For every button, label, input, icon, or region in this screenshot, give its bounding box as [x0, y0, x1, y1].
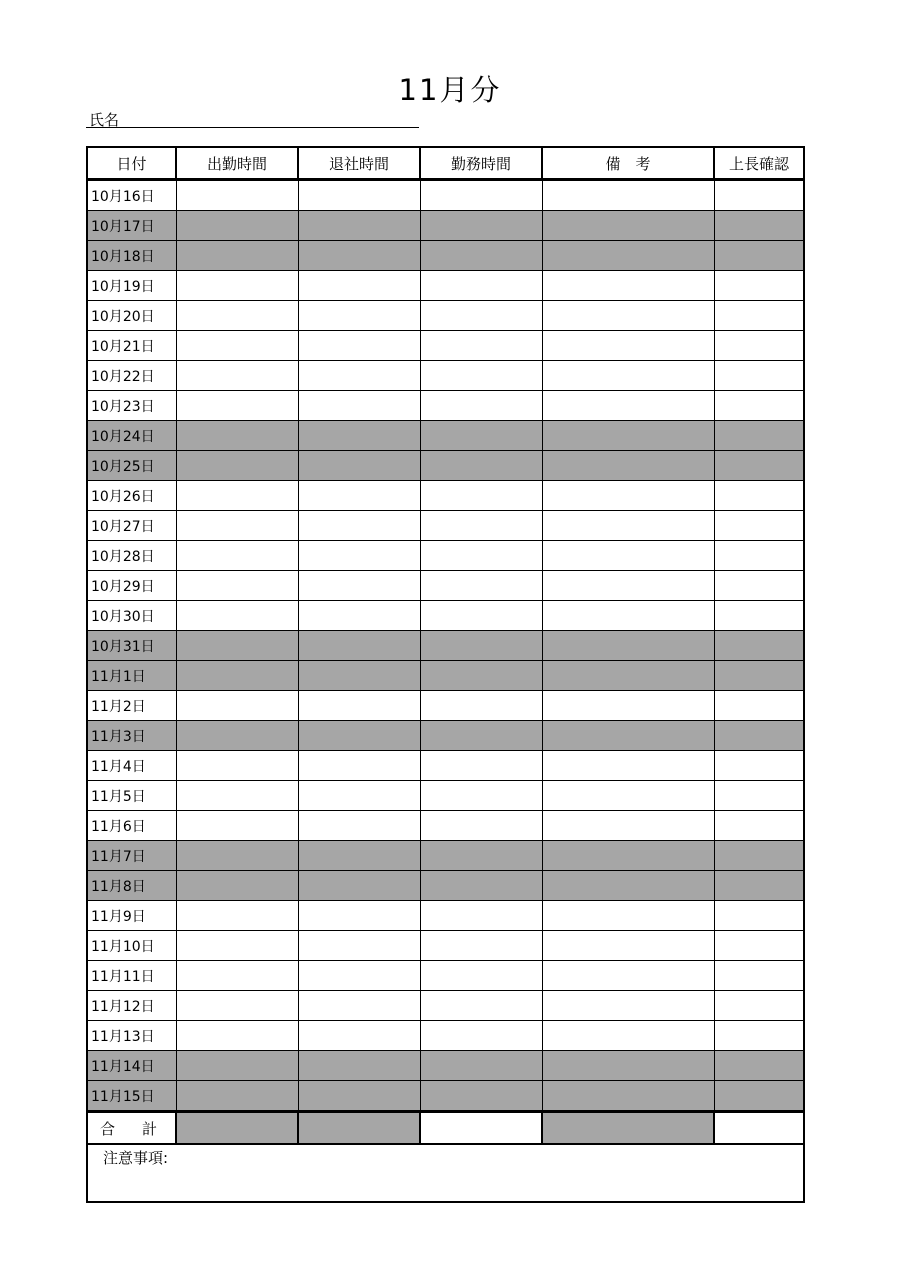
date-cell: 11月1日 — [87, 661, 176, 691]
remarks-cell[interactable] — [542, 180, 714, 211]
supervisor-cell — [714, 1051, 804, 1081]
table-row — [87, 391, 804, 421]
remarks-cell[interactable] — [542, 511, 714, 541]
in-time-cell — [176, 661, 298, 691]
table-row — [87, 481, 804, 511]
out-time-cell[interactable] — [298, 271, 420, 301]
work-time-cell[interactable] — [420, 541, 542, 571]
total-label: 合 計 — [87, 1112, 176, 1145]
out-time-cell[interactable] — [298, 811, 420, 841]
date-cell: 10月29日 — [87, 571, 176, 601]
date-cell: 11月8日 — [87, 871, 176, 901]
remarks-cell — [542, 211, 714, 241]
total-remarks-cell — [542, 1112, 714, 1145]
in-time-cell — [176, 211, 298, 241]
out-time-cell — [298, 241, 420, 271]
total-in-time-cell — [176, 1112, 298, 1145]
work-time-cell — [420, 871, 542, 901]
in-time-cell[interactable] — [176, 180, 298, 211]
out-time-cell[interactable] — [298, 361, 420, 391]
supervisor-cell — [714, 421, 804, 451]
table-row — [87, 571, 804, 601]
date-cell: 11月2日 — [87, 691, 176, 721]
out-time-cell — [298, 1051, 420, 1081]
work-time-cell[interactable] — [420, 391, 542, 421]
date-cell: 10月22日 — [87, 361, 176, 391]
date-cell: 11月3日 — [87, 721, 176, 751]
date-cell: 10月30日 — [87, 601, 176, 631]
out-time-cell[interactable] — [298, 180, 420, 211]
in-time-cell[interactable] — [176, 271, 298, 301]
in-time-cell[interactable] — [176, 571, 298, 601]
work-time-cell[interactable] — [420, 481, 542, 511]
table-row — [87, 691, 804, 721]
out-time-cell[interactable] — [298, 601, 420, 631]
work-time-cell[interactable] — [420, 331, 542, 361]
table-row — [87, 811, 804, 841]
date-cell: 10月18日 — [87, 241, 176, 271]
supervisor-cell — [714, 631, 804, 661]
work-time-cell[interactable] — [420, 811, 542, 841]
remarks-cell[interactable] — [542, 541, 714, 571]
remarks-cell — [542, 241, 714, 271]
table-row — [87, 211, 804, 241]
supervisor-cell[interactable] — [714, 961, 804, 991]
in-time-cell — [176, 631, 298, 661]
out-time-cell — [298, 1081, 420, 1112]
out-time-cell[interactable] — [298, 331, 420, 361]
work-time-cell — [420, 1051, 542, 1081]
date-cell: 11月14日 — [87, 1051, 176, 1081]
work-time-cell[interactable] — [420, 180, 542, 211]
remarks-cell[interactable] — [542, 301, 714, 331]
supervisor-cell[interactable] — [714, 541, 804, 571]
in-time-cell[interactable] — [176, 301, 298, 331]
in-time-cell[interactable] — [176, 541, 298, 571]
out-time-cell[interactable] — [298, 901, 420, 931]
work-time-cell[interactable] — [420, 271, 542, 301]
table-row — [87, 331, 804, 361]
work-time-cell — [420, 421, 542, 451]
table-row — [87, 180, 804, 211]
in-time-cell[interactable] — [176, 1021, 298, 1051]
date-cell: 10月27日 — [87, 511, 176, 541]
work-time-cell[interactable] — [420, 991, 542, 1021]
out-time-cell[interactable] — [298, 931, 420, 961]
work-time-cell[interactable] — [420, 361, 542, 391]
supervisor-cell — [714, 841, 804, 871]
table-row — [87, 301, 804, 331]
in-time-cell — [176, 871, 298, 901]
out-time-cell — [298, 211, 420, 241]
in-time-cell[interactable] — [176, 901, 298, 931]
work-time-cell[interactable] — [420, 931, 542, 961]
supervisor-cell[interactable] — [714, 691, 804, 721]
name-field[interactable] — [86, 127, 419, 128]
supervisor-cell[interactable] — [714, 931, 804, 961]
table-row — [87, 541, 804, 571]
in-time-cell[interactable] — [176, 811, 298, 841]
date-cell: 10月31日 — [87, 631, 176, 661]
table-row — [87, 841, 804, 871]
timesheet-table — [86, 146, 805, 1203]
date-cell: 10月16日 — [87, 180, 176, 211]
notes-row — [87, 1144, 804, 1202]
remarks-cell[interactable] — [542, 901, 714, 931]
supervisor-cell[interactable] — [714, 511, 804, 541]
remarks-cell[interactable] — [542, 361, 714, 391]
supervisor-cell[interactable] — [714, 361, 804, 391]
supervisor-cell[interactable] — [714, 571, 804, 601]
work-time-cell — [420, 661, 542, 691]
work-time-cell — [420, 721, 542, 751]
supervisor-cell — [714, 241, 804, 271]
header-row — [87, 147, 804, 180]
table-row — [87, 1021, 804, 1051]
in-time-cell[interactable] — [176, 391, 298, 421]
work-time-cell[interactable] — [420, 301, 542, 331]
in-time-cell[interactable] — [176, 991, 298, 1021]
remarks-cell[interactable] — [542, 571, 714, 601]
remarks-cell[interactable] — [542, 481, 714, 511]
supervisor-cell[interactable] — [714, 301, 804, 331]
out-time-cell — [298, 451, 420, 481]
in-time-cell[interactable] — [176, 961, 298, 991]
date-cell: 10月17日 — [87, 211, 176, 241]
out-time-cell[interactable] — [298, 571, 420, 601]
supervisor-cell[interactable] — [714, 331, 804, 361]
date-cell: 10月20日 — [87, 301, 176, 331]
in-time-cell — [176, 1051, 298, 1081]
date-cell: 10月25日 — [87, 451, 176, 481]
date-cell: 11月11日 — [87, 961, 176, 991]
supervisor-cell[interactable] — [714, 991, 804, 1021]
supervisor-cell[interactable] — [714, 601, 804, 631]
in-time-cell[interactable] — [176, 781, 298, 811]
table-row — [87, 961, 804, 991]
date-cell: 10月26日 — [87, 481, 176, 511]
in-time-cell — [176, 421, 298, 451]
header-supervisor: 上長確認 — [714, 147, 804, 180]
work-time-cell — [420, 451, 542, 481]
table-row — [87, 1081, 804, 1112]
out-time-cell[interactable] — [298, 691, 420, 721]
work-time-cell — [420, 1081, 542, 1112]
out-time-cell[interactable] — [298, 481, 420, 511]
work-time-cell[interactable] — [420, 781, 542, 811]
out-time-cell — [298, 631, 420, 661]
table-row — [87, 361, 804, 391]
out-time-cell — [298, 871, 420, 901]
remarks-cell — [542, 451, 714, 481]
remarks-cell[interactable] — [542, 601, 714, 631]
work-time-cell[interactable] — [420, 901, 542, 931]
table-row — [87, 421, 804, 451]
remarks-cell[interactable] — [542, 691, 714, 721]
table-row — [87, 901, 804, 931]
supervisor-cell — [714, 721, 804, 751]
out-time-cell — [298, 841, 420, 871]
table-row — [87, 991, 804, 1021]
supervisor-cell[interactable] — [714, 180, 804, 211]
supervisor-cell[interactable] — [714, 481, 804, 511]
header-out-time: 退社時間 — [298, 147, 420, 180]
supervisor-cell[interactable] — [714, 271, 804, 301]
remarks-cell — [542, 421, 714, 451]
remarks-cell[interactable] — [542, 751, 714, 781]
in-time-cell[interactable] — [176, 361, 298, 391]
in-time-cell[interactable] — [176, 601, 298, 631]
work-time-cell[interactable] — [420, 601, 542, 631]
out-time-cell[interactable] — [298, 781, 420, 811]
remarks-cell — [542, 841, 714, 871]
supervisor-cell[interactable] — [714, 1021, 804, 1051]
remarks-cell — [542, 1081, 714, 1112]
table-row — [87, 931, 804, 961]
remarks-cell — [542, 721, 714, 751]
table-row — [87, 241, 804, 271]
date-cell: 10月23日 — [87, 391, 176, 421]
out-time-cell — [298, 421, 420, 451]
date-cell: 10月24日 — [87, 421, 176, 451]
out-time-cell[interactable] — [298, 751, 420, 781]
remarks-cell[interactable] — [542, 331, 714, 361]
remarks-cell — [542, 661, 714, 691]
work-time-cell — [420, 211, 542, 241]
supervisor-cell[interactable] — [714, 901, 804, 931]
date-cell: 11月6日 — [87, 811, 176, 841]
table-row — [87, 271, 804, 301]
work-time-cell[interactable] — [420, 571, 542, 601]
out-time-cell[interactable] — [298, 511, 420, 541]
remarks-cell — [542, 1051, 714, 1081]
total-row — [87, 1112, 804, 1145]
table-row — [87, 721, 804, 751]
table-row — [87, 751, 804, 781]
header-remarks: 備 考 — [542, 147, 714, 180]
table-row — [87, 1051, 804, 1081]
total-work-time-cell[interactable] — [420, 1112, 542, 1145]
in-time-cell[interactable] — [176, 931, 298, 961]
out-time-cell — [298, 661, 420, 691]
table-row — [87, 661, 804, 691]
out-time-cell[interactable] — [298, 961, 420, 991]
remarks-cell[interactable] — [542, 271, 714, 301]
supervisor-cell[interactable] — [714, 751, 804, 781]
in-time-cell — [176, 1081, 298, 1112]
date-cell: 11月5日 — [87, 781, 176, 811]
date-cell: 11月7日 — [87, 841, 176, 871]
work-time-cell[interactable] — [420, 961, 542, 991]
remarks-cell[interactable] — [542, 811, 714, 841]
in-time-cell[interactable] — [176, 751, 298, 781]
table-row — [87, 601, 804, 631]
table-row — [87, 781, 804, 811]
table-row — [87, 871, 804, 901]
header-in-time: 出勤時間 — [176, 147, 298, 180]
remarks-cell[interactable] — [542, 391, 714, 421]
in-time-cell — [176, 841, 298, 871]
out-time-cell — [298, 721, 420, 751]
name-label: 氏名 — [89, 111, 120, 129]
work-time-cell[interactable] — [420, 1021, 542, 1051]
out-time-cell[interactable] — [298, 541, 420, 571]
supervisor-cell — [714, 1081, 804, 1112]
out-time-cell[interactable] — [298, 1021, 420, 1051]
supervisor-cell — [714, 871, 804, 901]
date-cell: 11月13日 — [87, 1021, 176, 1051]
remarks-cell[interactable] — [542, 931, 714, 961]
work-time-cell — [420, 241, 542, 271]
work-time-cell[interactable] — [420, 511, 542, 541]
date-cell: 10月21日 — [87, 331, 176, 361]
header-work-time: 勤務時間 — [420, 147, 542, 180]
out-time-cell[interactable] — [298, 301, 420, 331]
supervisor-cell — [714, 211, 804, 241]
date-cell: 11月4日 — [87, 751, 176, 781]
in-time-cell — [176, 721, 298, 751]
total-out-time-cell — [298, 1112, 420, 1145]
date-cell: 11月9日 — [87, 901, 176, 931]
in-time-cell[interactable] — [176, 511, 298, 541]
supervisor-cell — [714, 451, 804, 481]
out-time-cell[interactable] — [298, 391, 420, 421]
total-supervisor-cell[interactable] — [714, 1112, 804, 1145]
table-row — [87, 511, 804, 541]
remarks-cell — [542, 631, 714, 661]
header-date: 日付 — [87, 147, 176, 180]
notes-area[interactable] — [87, 1144, 804, 1202]
table-row — [87, 631, 804, 661]
page-title: 11月分 — [398, 73, 502, 107]
date-cell: 11月10日 — [87, 931, 176, 961]
out-time-cell[interactable] — [298, 991, 420, 1021]
date-cell: 11月12日 — [87, 991, 176, 1021]
in-time-cell[interactable] — [176, 691, 298, 721]
date-cell: 10月28日 — [87, 541, 176, 571]
work-time-cell[interactable] — [420, 751, 542, 781]
in-time-cell — [176, 241, 298, 271]
remarks-cell[interactable] — [542, 781, 714, 811]
remarks-cell — [542, 871, 714, 901]
remarks-cell[interactable] — [542, 991, 714, 1021]
in-time-cell — [176, 451, 298, 481]
supervisor-cell[interactable] — [714, 391, 804, 421]
date-cell: 11月15日 — [87, 1081, 176, 1112]
notes-label: 注意事項: — [103, 1149, 169, 1167]
supervisor-cell[interactable] — [714, 811, 804, 841]
table-row — [87, 451, 804, 481]
supervisor-cell[interactable] — [714, 781, 804, 811]
in-time-cell[interactable] — [176, 331, 298, 361]
supervisor-cell — [714, 661, 804, 691]
work-time-cell[interactable] — [420, 691, 542, 721]
in-time-cell[interactable] — [176, 481, 298, 511]
work-time-cell — [420, 631, 542, 661]
remarks-cell[interactable] — [542, 961, 714, 991]
work-time-cell — [420, 841, 542, 871]
date-cell: 10月19日 — [87, 271, 176, 301]
remarks-cell[interactable] — [542, 1021, 714, 1051]
